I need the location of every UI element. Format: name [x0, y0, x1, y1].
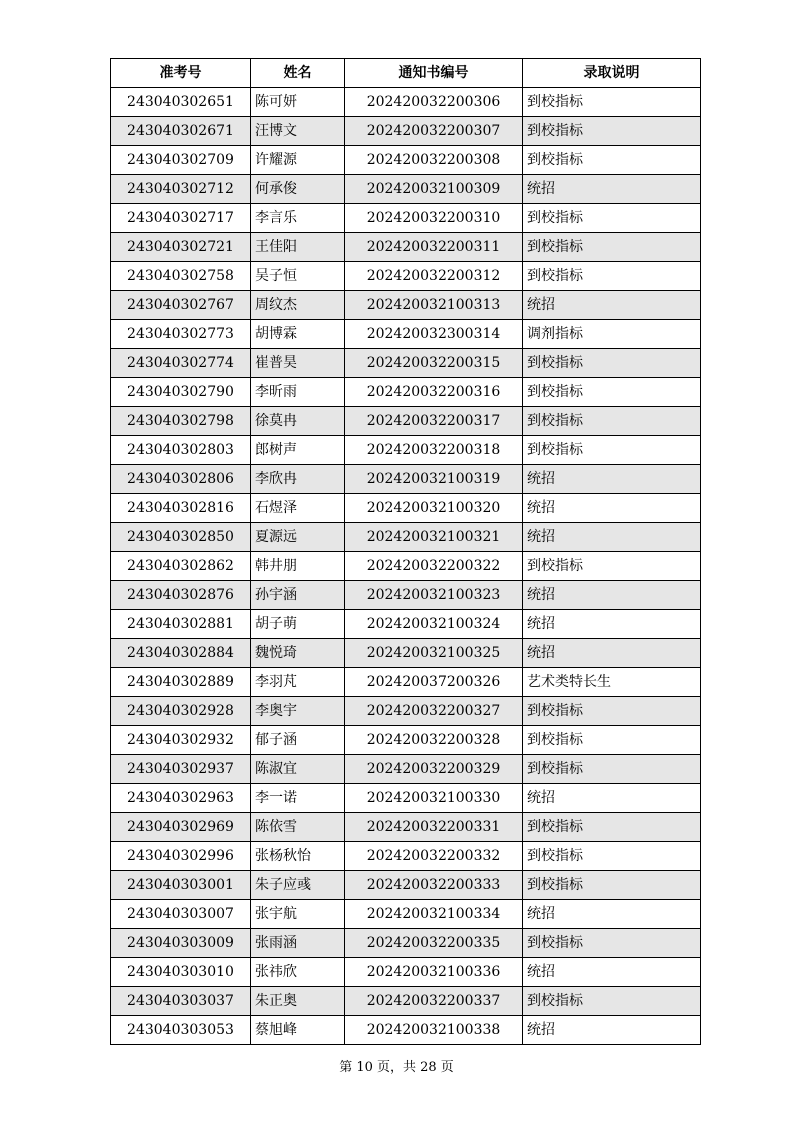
admission-note-cell: 到校指标	[523, 726, 701, 755]
table-header-row	[111, 59, 701, 88]
admission-note-cell: 到校指标	[523, 436, 701, 465]
table-row	[111, 320, 701, 349]
exam-number-cell: 243040302876	[111, 581, 251, 610]
admission-note-cell: 艺术类特长生	[523, 668, 701, 697]
exam-number-cell: 243040302758	[111, 262, 251, 291]
table-row	[111, 929, 701, 958]
student-name-cell: 李羽芃	[251, 668, 345, 697]
notice-number-cell: 202420032100338	[345, 1016, 523, 1045]
table-row	[111, 436, 701, 465]
student-name-cell: 李言乐	[251, 204, 345, 233]
table-row	[111, 175, 701, 204]
student-name-cell: 陈可妍	[251, 88, 345, 117]
table-row	[111, 349, 701, 378]
notice-number-cell: 202420032200312	[345, 262, 523, 291]
table-row	[111, 523, 701, 552]
student-name-cell: 张雨涵	[251, 929, 345, 958]
exam-number-cell: 243040302816	[111, 494, 251, 523]
admission-note-cell: 到校指标	[523, 871, 701, 900]
table-row	[111, 581, 701, 610]
page-footer: 第 10 页，共 28 页	[339, 1060, 454, 1075]
student-name-cell: 陈淑宜	[251, 755, 345, 784]
exam-number-cell: 243040302881	[111, 610, 251, 639]
notice-number-cell: 202420032100320	[345, 494, 523, 523]
header-exam-number: 准考号	[111, 59, 251, 88]
student-name-cell: 韩井朋	[251, 552, 345, 581]
exam-number-cell: 243040302790	[111, 378, 251, 407]
student-name-cell: 吴子恒	[251, 262, 345, 291]
admission-note-cell: 调剂指标	[523, 320, 701, 349]
student-name-cell: 周纹杰	[251, 291, 345, 320]
student-name-cell: 胡子萌	[251, 610, 345, 639]
notice-number-cell: 202420032200328	[345, 726, 523, 755]
notice-number-cell: 202420032200311	[345, 233, 523, 262]
admission-note-cell: 统招	[523, 958, 701, 987]
admission-note-cell: 统招	[523, 291, 701, 320]
table-row	[111, 1016, 701, 1045]
notice-number-cell: 202420032100336	[345, 958, 523, 987]
student-name-cell: 陈依雪	[251, 813, 345, 842]
exam-number-cell: 243040302969	[111, 813, 251, 842]
admission-note-cell: 到校指标	[523, 88, 701, 117]
notice-number-cell: 202420032200337	[345, 987, 523, 1016]
exam-number-cell: 243040302798	[111, 407, 251, 436]
exam-number-cell: 243040303053	[111, 1016, 251, 1045]
student-name-cell: 李一诺	[251, 784, 345, 813]
table-row	[111, 233, 701, 262]
admission-note-cell: 统招	[523, 784, 701, 813]
notice-number-cell: 202420032100309	[345, 175, 523, 204]
notice-number-cell: 202420032100324	[345, 610, 523, 639]
notice-number-cell: 202420032200307	[345, 117, 523, 146]
table-row	[111, 407, 701, 436]
admission-note-cell: 到校指标	[523, 378, 701, 407]
table-body	[111, 88, 701, 1045]
student-name-cell: 朱正奥	[251, 987, 345, 1016]
table-row	[111, 610, 701, 639]
admission-note-cell: 到校指标	[523, 755, 701, 784]
admission-note-cell: 统招	[523, 610, 701, 639]
exam-number-cell: 243040302773	[111, 320, 251, 349]
exam-number-cell: 243040302717	[111, 204, 251, 233]
admission-note-cell: 统招	[523, 900, 701, 929]
admission-note-cell: 到校指标	[523, 117, 701, 146]
notice-number-cell: 202420032100334	[345, 900, 523, 929]
admission-note-cell: 到校指标	[523, 697, 701, 726]
exam-number-cell: 243040303037	[111, 987, 251, 1016]
admission-note-cell: 到校指标	[523, 929, 701, 958]
student-name-cell: 朱子应彧	[251, 871, 345, 900]
exam-number-cell: 243040302671	[111, 117, 251, 146]
exam-number-cell: 243040302932	[111, 726, 251, 755]
table-row	[111, 987, 701, 1016]
student-name-cell: 王佳阳	[251, 233, 345, 262]
admission-note-cell: 到校指标	[523, 262, 701, 291]
exam-number-cell: 243040303010	[111, 958, 251, 987]
notice-number-cell: 202420032200310	[345, 204, 523, 233]
student-name-cell: 郎树声	[251, 436, 345, 465]
notice-number-cell: 202420032200329	[345, 755, 523, 784]
notice-number-cell: 202420032200333	[345, 871, 523, 900]
student-name-cell: 李欣冉	[251, 465, 345, 494]
exam-number-cell: 243040303009	[111, 929, 251, 958]
table-row	[111, 639, 701, 668]
exam-number-cell: 243040302712	[111, 175, 251, 204]
student-name-cell: 魏悦琦	[251, 639, 345, 668]
student-name-cell: 何承俊	[251, 175, 345, 204]
header-notice-number: 通知书编号	[345, 59, 523, 88]
notice-number-cell: 202420032200318	[345, 436, 523, 465]
admission-note-cell: 统招	[523, 465, 701, 494]
student-name-cell: 许耀源	[251, 146, 345, 175]
exam-number-cell: 243040303001	[111, 871, 251, 900]
table-row	[111, 697, 701, 726]
notice-number-cell: 202420032200315	[345, 349, 523, 378]
exam-number-cell: 243040302806	[111, 465, 251, 494]
student-name-cell: 石煜泽	[251, 494, 345, 523]
admission-note-cell: 到校指标	[523, 204, 701, 233]
exam-number-cell: 243040303007	[111, 900, 251, 929]
admission-note-cell: 到校指标	[523, 407, 701, 436]
exam-number-cell: 243040302884	[111, 639, 251, 668]
student-name-cell: 张杨秋怡	[251, 842, 345, 871]
header-name: 姓名	[251, 59, 345, 88]
exam-number-cell: 243040302996	[111, 842, 251, 871]
student-name-cell: 李昕雨	[251, 378, 345, 407]
admission-note-cell: 统招	[523, 494, 701, 523]
notice-number-cell: 202420032200322	[345, 552, 523, 581]
header-admission-note: 录取说明	[523, 59, 701, 88]
exam-number-cell: 243040302862	[111, 552, 251, 581]
table-row	[111, 842, 701, 871]
table-row	[111, 726, 701, 755]
notice-number-cell: 202420032100325	[345, 639, 523, 668]
table-row	[111, 146, 701, 175]
notice-number-cell: 202420032100323	[345, 581, 523, 610]
admission-table	[110, 58, 701, 1045]
admission-note-cell: 到校指标	[523, 552, 701, 581]
notice-number-cell: 202420032200331	[345, 813, 523, 842]
admission-note-cell: 统招	[523, 523, 701, 552]
exam-number-cell: 243040302963	[111, 784, 251, 813]
student-name-cell: 蔡旭峰	[251, 1016, 345, 1045]
admission-note-cell: 统招	[523, 639, 701, 668]
notice-number-cell: 202420032200308	[345, 146, 523, 175]
notice-number-cell: 202420032200335	[345, 929, 523, 958]
student-name-cell: 徐莫冉	[251, 407, 345, 436]
student-name-cell: 胡博霖	[251, 320, 345, 349]
notice-number-cell: 202420032200327	[345, 697, 523, 726]
table-row	[111, 813, 701, 842]
admission-note-cell: 到校指标	[523, 233, 701, 262]
table-row	[111, 668, 701, 697]
student-name-cell: 郁子涵	[251, 726, 345, 755]
table-row	[111, 88, 701, 117]
notice-number-cell: 202420032100313	[345, 291, 523, 320]
notice-number-cell: 202420032200306	[345, 88, 523, 117]
table-row	[111, 552, 701, 581]
student-name-cell: 夏源远	[251, 523, 345, 552]
notice-number-cell: 202420032200317	[345, 407, 523, 436]
admission-note-cell: 统招	[523, 581, 701, 610]
admission-note-cell: 统招	[523, 175, 701, 204]
student-name-cell: 张宇航	[251, 900, 345, 929]
table-row	[111, 755, 701, 784]
notice-number-cell: 202420032300314	[345, 320, 523, 349]
exam-number-cell: 243040302928	[111, 697, 251, 726]
table-row	[111, 117, 701, 146]
admission-note-cell: 到校指标	[523, 349, 701, 378]
exam-number-cell: 243040302889	[111, 668, 251, 697]
student-name-cell: 汪博文	[251, 117, 345, 146]
table-row	[111, 871, 701, 900]
table-row	[111, 465, 701, 494]
table-row	[111, 378, 701, 407]
student-name-cell: 张祎欣	[251, 958, 345, 987]
admission-note-cell: 到校指标	[523, 146, 701, 175]
table-row	[111, 262, 701, 291]
student-name-cell: 李奥宇	[251, 697, 345, 726]
admission-note-cell: 到校指标	[523, 842, 701, 871]
notice-number-cell: 202420032100321	[345, 523, 523, 552]
exam-number-cell: 243040302774	[111, 349, 251, 378]
exam-number-cell: 243040302803	[111, 436, 251, 465]
notice-number-cell: 202420037200326	[345, 668, 523, 697]
table-row	[111, 784, 701, 813]
exam-number-cell: 243040302651	[111, 88, 251, 117]
table-row	[111, 291, 701, 320]
exam-number-cell: 243040302767	[111, 291, 251, 320]
exam-number-cell: 243040302709	[111, 146, 251, 175]
table-row	[111, 900, 701, 929]
exam-number-cell: 243040302937	[111, 755, 251, 784]
exam-number-cell: 243040302850	[111, 523, 251, 552]
notice-number-cell: 202420032100319	[345, 465, 523, 494]
exam-number-cell: 243040302721	[111, 233, 251, 262]
student-name-cell: 孙宇涵	[251, 581, 345, 610]
admission-note-cell: 到校指标	[523, 813, 701, 842]
notice-number-cell: 202420032200332	[345, 842, 523, 871]
notice-number-cell: 202420032200316	[345, 378, 523, 407]
table-row	[111, 204, 701, 233]
table-row	[111, 958, 701, 987]
notice-number-cell: 202420032100330	[345, 784, 523, 813]
student-name-cell: 崔普昊	[251, 349, 345, 378]
admission-note-cell: 到校指标	[523, 987, 701, 1016]
admission-note-cell: 统招	[523, 1016, 701, 1045]
table-row	[111, 494, 701, 523]
